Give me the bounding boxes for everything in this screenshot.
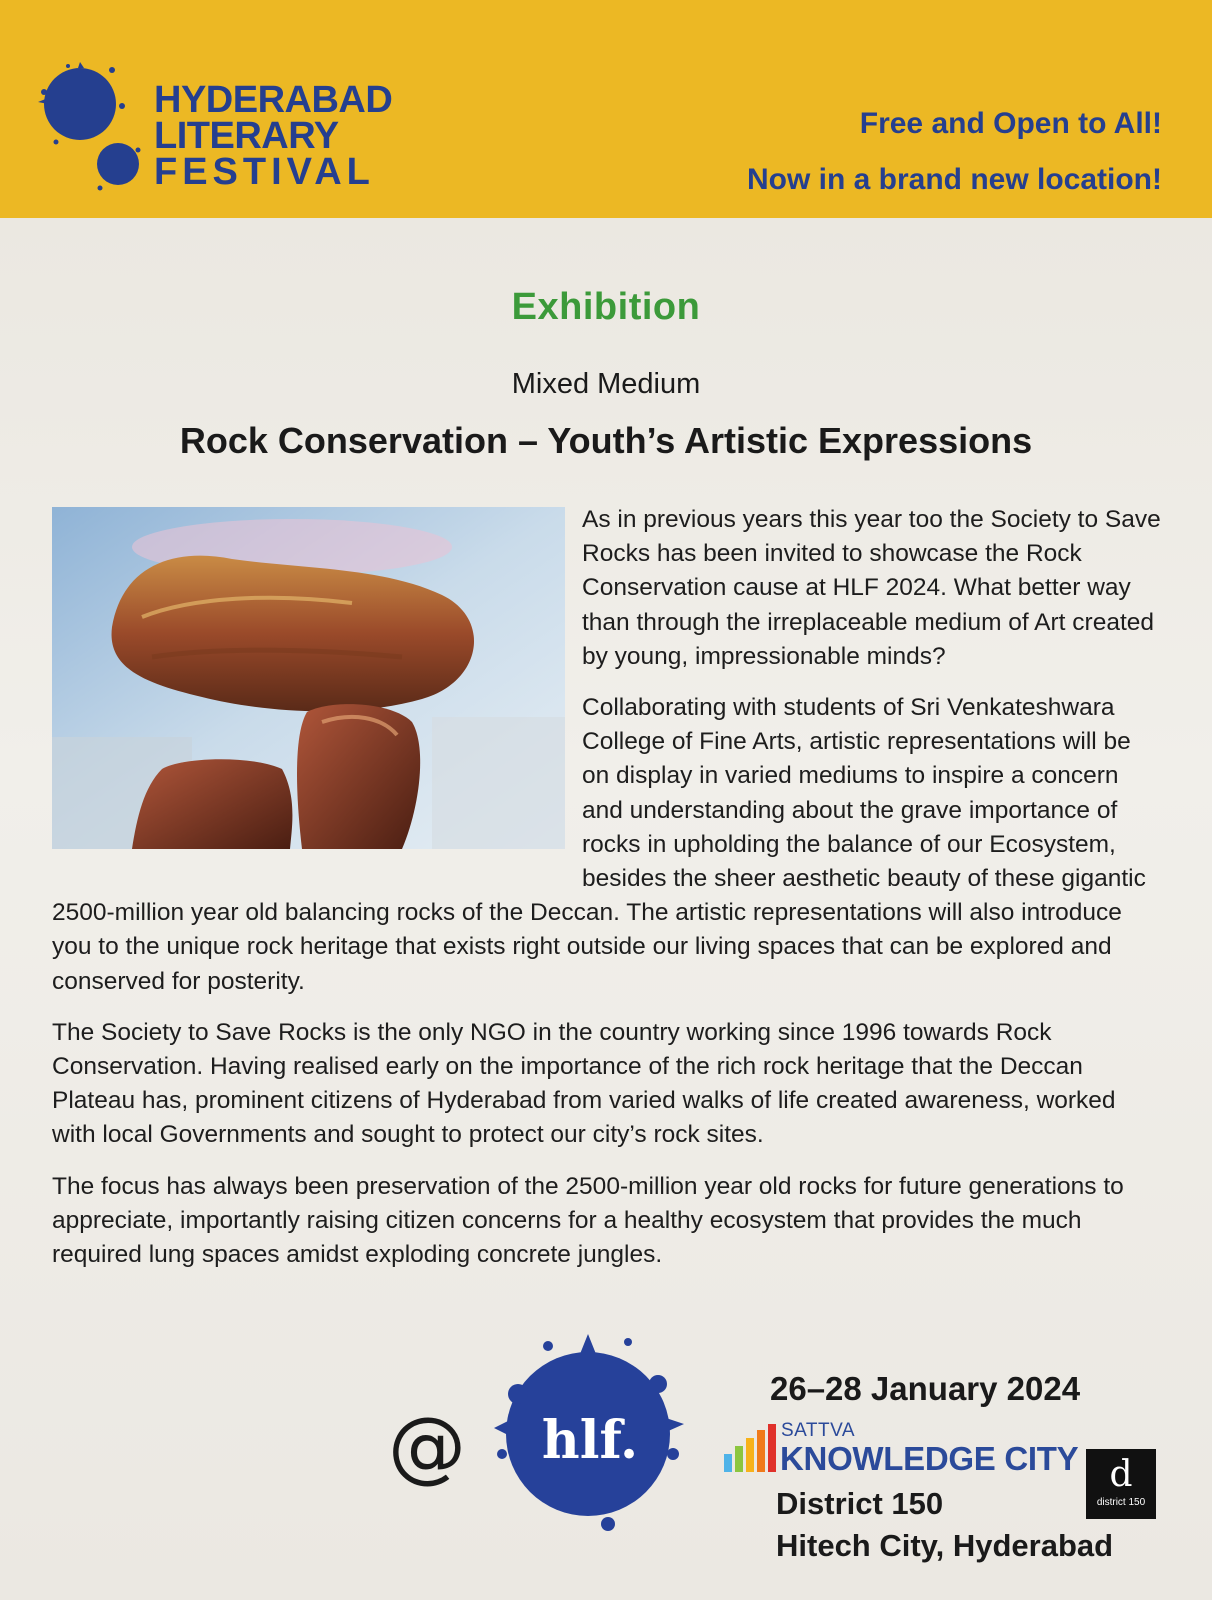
bar-chart-icon xyxy=(724,1424,776,1472)
page-title: Rock Conservation – Youth’s Artistic Expressions xyxy=(179,420,1033,461)
sattva-label: SATTVA xyxy=(781,1420,856,1441)
venue-line-1: District 150 xyxy=(776,1486,944,1521)
knowledge-city-label: KNOWLEDGE CITY xyxy=(780,1440,1079,1477)
district-150-logo xyxy=(1086,1449,1156,1519)
at-symbol: @ xyxy=(388,1402,466,1492)
logo-line-2: LITERARY xyxy=(154,115,339,157)
district-badge-label: district 150 xyxy=(1096,1497,1146,1508)
paragraph-1: As in previous years this year too the Society to Save Rocks has been invited to showcase the Rock Conservation cause at HLF 2024. What better way than through the irreplaceable medium of Art created by young, impressionable minds? xyxy=(582,506,1161,670)
article-body xyxy=(52,503,1162,1289)
district-glyph-icon: d xyxy=(1109,1454,1133,1495)
image-wrap-spacer xyxy=(52,503,582,871)
venue-line-2: Hitech City, Hyderabad xyxy=(776,1528,1114,1563)
paragraph-4: The focus has always been preservation of the 2500-million year old rocks for future generations to appreciate, importantly raising citizen concerns for a healthy ecosystem that provides the much required lung spaces amidst exploding concrete jungles. xyxy=(52,1172,1124,1269)
tagline-free: Free and Open to All! xyxy=(859,107,1162,140)
section-label: Exhibition xyxy=(511,286,701,328)
paragraph-3: The Society to Save Rocks is the only NGO in the country working since 1996 towards Rock Conservation. Having realised early on the importance of the rich rock heritage that the Deccan Plateau has, prominent citizens of Hyderabad from varied walks of life created awareness, worked with local Governments and sought to protect our city’s rock sites. xyxy=(52,1018,1116,1149)
logo-line-3: FESTIVAL xyxy=(154,151,375,193)
event-dates: 26–28 January 2024 xyxy=(770,1370,1081,1407)
header-tagline xyxy=(747,96,1162,208)
festival-logo-text xyxy=(154,79,393,193)
tagline-location: Now in a brand new location! xyxy=(746,163,1162,196)
hlf-logo-text: hlf. xyxy=(541,1410,639,1471)
subtitle: Mixed Medium xyxy=(511,368,701,400)
paragraph-2: Collaborating with students of Sri Venkateshwara College of Fine Arts, artistic representations will be on display in varied mediums to inspire a concern and understanding about the grave importance of rocks in upholding the balance of our Ecosystem, besides the sheer aesthetic beauty of these gigantic 2500-million year old balancing rocks of the Deccan. The artistic representations will also introduce you to the unique rock heritage that exists right outside our living spaces that can be explored and conserved for posterity. xyxy=(52,694,1146,995)
header-banner xyxy=(0,0,1212,218)
ink-splat-icon xyxy=(38,62,150,194)
logo-line-1: HYDERABAD xyxy=(154,79,393,121)
